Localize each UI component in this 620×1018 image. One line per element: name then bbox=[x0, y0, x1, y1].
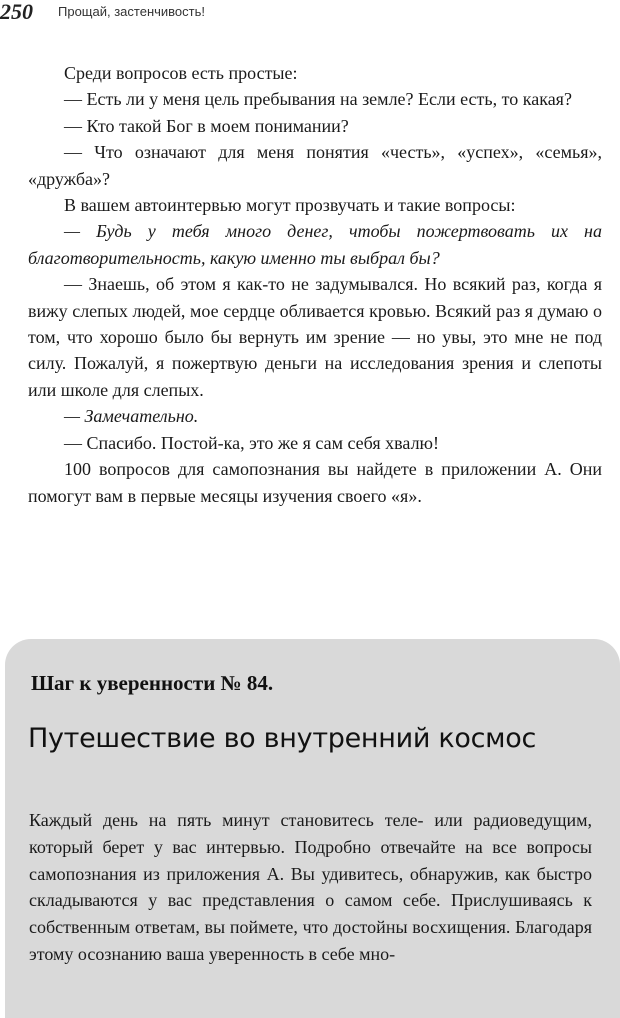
main-text bbox=[28, 60, 602, 509]
paragraph: Каждый день на пять минут становитесь теле- или радиоведущим, который берет у вас интервью. Подробно отвечайте на все вопросы самопознания из приложения А. Вы удивитесь, обнаружив, как быстро складываются у вас представления о самом себе. Прислушиваясь к собственным ответам, вы поймете, что достойны восхищения. Благодаря этому осознанию ваша уверенность в себе мно- bbox=[29, 810, 592, 964]
step-title: Путешествие во внутренний космос bbox=[28, 723, 536, 754]
step-text bbox=[29, 807, 592, 968]
paragraph: — Замечательно. bbox=[64, 406, 199, 427]
page-header bbox=[0, 0, 620, 26]
paragraph: — Будь у тебя много денег, чтобы пожертвовать их на благотворительность, какую именно ты выбрал бы? bbox=[28, 221, 602, 268]
paragraph: — Спасибо. Постой-ка, это же я сам себя хвалю! bbox=[64, 432, 439, 453]
paragraph: — Что означают для меня понятия «честь», «успех», «семья», «дружба»? bbox=[28, 142, 602, 189]
running-title: Прощай, застенчивость! bbox=[58, 4, 205, 19]
paragraph: 100 вопросов для самопознания вы найдете в приложении А. Они помогут вам в первые месяцы изучения своего «я». bbox=[28, 459, 602, 506]
step-label: Шаг к уверенности № 84. bbox=[31, 671, 274, 695]
page-number: 250 bbox=[0, 0, 33, 24]
paragraph: Среди вопросов есть простые: bbox=[64, 63, 298, 83]
paragraph: — Есть ли у меня цель пребывания на земле? Если есть, то какая? bbox=[64, 89, 572, 110]
paragraph: В вашем автоинтервью могут прозвучать и такие вопросы: bbox=[64, 195, 516, 216]
paragraph: — Знаешь, об этом я как-то не задумывался. Но всякий раз, когда я вижу слепых людей, мое сердце обливается кровью. Всякий раз я думаю о том, что хорошо было бы вернуть им зрение — но увы, это мне не под силу. Пожалуй, я пожертвую деньги на исследования зрения и слепоты или школе для слепых. bbox=[28, 274, 602, 400]
paragraph: — Кто такой Бог в моем понимании? bbox=[64, 115, 349, 136]
